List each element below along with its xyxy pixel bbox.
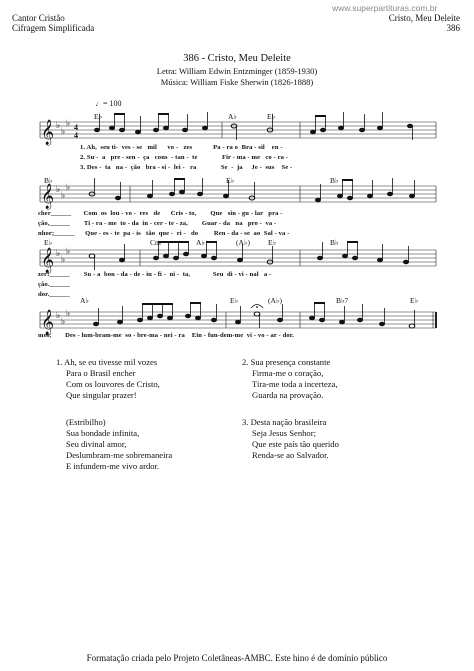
lyric-line: cher______ Com os lou - vo - res de Cris - to, Que sin - gu - lar pra - [38, 210, 283, 217]
lyric-line: 3. Des - ta na - ção bra - si - lei - ra Se - ja Je - sus Se - [80, 164, 293, 171]
chord: E♭ [267, 112, 276, 121]
verse-line: (Estribilho) [66, 417, 106, 427]
verse-1 [56, 357, 160, 401]
svg-text:4: 4 [74, 123, 78, 132]
verse-line: Que singular prazer! [66, 390, 137, 400]
key-signature [56, 246, 70, 264]
collection-name: Cantor Cristão [12, 13, 65, 23]
svg-text:♭: ♭ [61, 126, 66, 136]
lyric-line: ção.______ [38, 281, 70, 288]
verse-line: 3. Desta nação brasileira [242, 417, 327, 427]
verse-line: Firma-me o coração, [252, 368, 324, 378]
svg-text:4: 4 [74, 131, 78, 140]
chord: A♭ [196, 238, 205, 247]
verse-line: Com os louvores de Cristo, [66, 379, 160, 389]
verse-line: E infundem-me vivo ardor. [66, 461, 160, 471]
treble-clef-icon: 𝄞 [41, 247, 55, 272]
svg-text:♭: ♭ [66, 308, 71, 318]
key-signature [56, 308, 70, 326]
chord: E♭ [94, 112, 103, 121]
chord: E♭ [230, 296, 239, 305]
svg-text:♭: ♭ [61, 190, 66, 200]
treble-clef-icon: 𝄞 [41, 119, 55, 144]
lyric-line: ção,______ Ti - ra - me to - da in - cer - te - za, Guar - da na pro - va - [38, 220, 277, 227]
chord: B♭ [330, 238, 339, 247]
verse-line: Sua bondade infinita, [66, 428, 140, 438]
verse-line: 2. Sua presença constante [242, 357, 331, 367]
collection-subtitle: Cifragem Simplificada [12, 23, 95, 33]
chord: B♭ [44, 176, 53, 185]
time-signature [74, 123, 78, 140]
lyric-line: mor, Des - lum-bram-me so - bre-ma - nei - ra Ein - fun-dem-me vi - vo - ar - dor. [38, 332, 294, 339]
verse-3 [242, 417, 339, 461]
svg-text:♭: ♭ [56, 248, 61, 258]
chord: A♭ [228, 112, 237, 121]
footer-note: Formatação criada pelo Projeto Coletâneas-AMBC. Este hino é de domínio público [86, 653, 388, 663]
tempo-marking [95, 99, 122, 108]
verse-line: Deslumbram-me sobremaneira [66, 450, 173, 460]
song-name-header: Cristo, Meu Deleite [388, 13, 460, 23]
chord: B♭ [330, 176, 339, 185]
treble-clef-icon: 𝄞 [41, 309, 55, 334]
verse-line: Que este país tão querido [252, 439, 339, 449]
key-signature [56, 182, 70, 200]
chord: (A♭) [268, 296, 282, 305]
chord: E♭ [410, 296, 419, 305]
svg-text:♭: ♭ [61, 316, 66, 326]
chord: B♭7 [336, 296, 349, 305]
verse-line: Tira-me toda a incerteza, [252, 379, 338, 389]
watermark-url: www.superpartituras.com.br [332, 3, 438, 13]
verse-2 [242, 357, 338, 401]
chorus [66, 417, 172, 472]
song-number-header: 386 [446, 23, 460, 33]
chord: E♭ [268, 238, 277, 247]
chord: (A♭) [236, 238, 250, 247]
verse-line: Guarda na provação. [252, 390, 324, 400]
lyric-line: dor.______ [38, 291, 70, 298]
chord: A♭ [80, 296, 89, 305]
svg-text:♭: ♭ [56, 120, 61, 130]
treble-clef-icon: 𝄞 [41, 183, 55, 208]
lyrics-credit: Letra: William Edwin Entzminger (1859-1930) [156, 66, 318, 76]
key-signature [56, 118, 70, 136]
chord: E♭ [44, 238, 53, 247]
svg-text:♭: ♭ [66, 182, 71, 192]
svg-text:♭: ♭ [56, 310, 61, 320]
verse-line: Renda-se ao Salvador. [252, 450, 329, 460]
svg-text:♭: ♭ [66, 118, 71, 128]
verse-line: Seja Jesus Senhor; [252, 428, 316, 438]
svg-text:♭: ♭ [61, 254, 66, 264]
verse-line: Para o Brasil encher [66, 368, 136, 378]
lyric-line: zer!______ Su - a bon - da - de - in - fi - ni - ta, Seu di - vi - nal a - [38, 271, 272, 278]
quarter-note-icon: ♩ [95, 99, 103, 108]
lyric-line: 2. Su - a pre - sen - ça cons - tan - te Fir - ma - me co - ra - [80, 154, 289, 161]
svg-text:♭: ♭ [56, 184, 61, 194]
lyric-line: nhor;______ Que - es - te pa - ís tão que - ri - do Ren - da - se ao Sal - va - [38, 230, 290, 237]
lyric-line: 1. Ah, seu ti- ves - se mil vo - zes Pa - ra o Bra - sil en - [80, 144, 283, 151]
song-title: 386 - Cristo, Meu Deleite [183, 53, 291, 64]
verse-line: 1. Ah, se eu tivesse mil vozes [56, 357, 158, 367]
verse-line: Seu divinal amor, [66, 439, 127, 449]
chord: Cm [150, 238, 161, 247]
chord: E♭ [226, 176, 235, 185]
tempo-value: = 100 [103, 99, 122, 108]
music-credit: Música: William Fiske Sherwin (1826-1888) [160, 77, 314, 87]
svg-text:♭: ♭ [66, 246, 71, 256]
